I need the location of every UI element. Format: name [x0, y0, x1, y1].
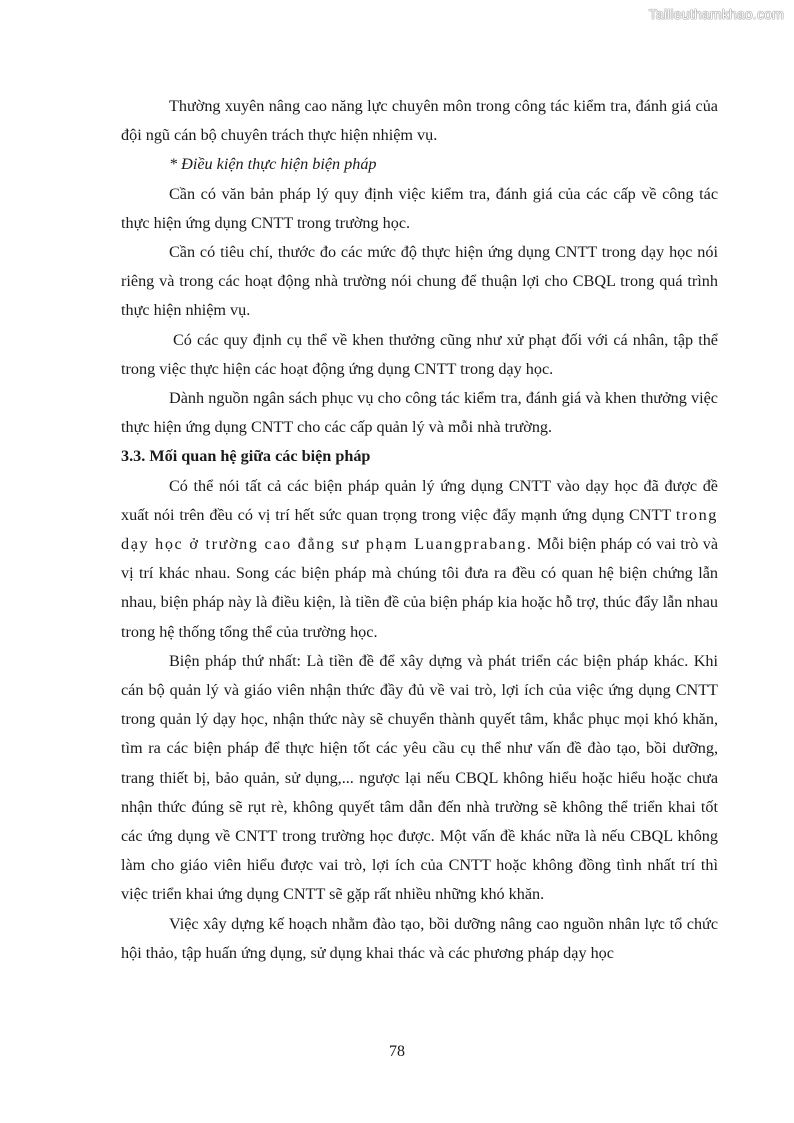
paragraph: Có các quy định cụ thể về khen thưởng cũng như xử phạt đối với cá nhân, tập thể trong việc thực hiện các hoạt động ứng dụng CNTT trong dạy học. — [121, 330, 718, 378]
subheading-conditions: * Điều kiện thực hiện biện pháp — [169, 155, 377, 174]
paragraph: Cần có văn bản pháp lý quy định việc kiểm tra, đánh giá của các cấp về công tác thực hiện ứng dụng CNTT trong trường học. — [121, 184, 718, 232]
paragraph: Việc xây dựng kế hoạch nhằm đào tạo, bồi dưỡng nâng cao nguồn nhân lực tổ chức hội thảo, tập huấn ứng dụng, sử dụng khai thác và các phương pháp dạy học — [121, 914, 718, 962]
paragraph: Dành nguồn ngân sách phục vụ cho công tác kiểm tra, đánh giá và khen thưởng việc thực hiện ứng dụng CNTT cho các cấp quản lý và mỗi nhà trường. — [121, 389, 718, 437]
page-number: 78 — [389, 1043, 405, 1060]
paragraph — [121, 472, 718, 647]
paragraph: Cần có tiêu chí, thước đo các mức độ thực hiện ứng dụng CNTT trong dạy học nói riêng và trong các hoạt động nhà trường nói chung để thuận lợi cho CBQL trong quá trình thực hiện nhiệm vụ. — [121, 243, 718, 320]
paragraph-part-spaced: trong dạy học ở trường cao đẳng sư phạm Luangprabang. — [121, 505, 718, 554]
paragraph-part: Mỗi biện pháp có vai trò và vị trí khác nhau. Song các biện pháp mà chúng tôi đưa ra đều có quan hệ biện chứng lẫn nhau, biện pháp này là điều kiện, là tiền đề của biện pháp kia hoặc hỗ trợ, thúc đẩy lẫn nhau trong hệ thống tổng thể của trường học. — [121, 535, 718, 641]
section-heading: 3.3. Mối quan hệ giữa các biện pháp — [121, 447, 371, 466]
paragraph: Thường xuyên nâng cao năng lực chuyên môn trong công tác kiểm tra, đánh giá của đội ngũ cán bộ chuyên trách thực hiện nhiệm vụ. — [121, 97, 718, 145]
paragraph: Biện pháp thứ nhất: Là tiền đề để xây dựng và phát triển các biện pháp khác. Khi cán bộ quản lý và giáo viên nhận thức đầy đủ về vai trò, lợi ích của việc ứng dụng CNTT trong quản lý dạy học, nhận thức này sẽ chuyển thành quyết tâm, khắc phục mọi khó khăn, tìm ra các biện pháp để thực hiện tốt các yêu cầu cụ thể như vấn đề đào tạo, bồi dưỡng, trang thiết bị, bảo quản, sử dụng,... ngược lại nếu CBQL không hiểu hoặc hiểu hoặc chưa nhận thức đúng sẽ rụt rè, không quyết tâm dẫn đến nhà trường sẽ không thể triển khai tốt các ứng dụng về CNTT trong trường học được. Một vấn đề khác nữa là nếu CBQL không làm cho giáo viên hiểu được vai trò, lợi ích của CNTT hoặc không đồng tình nhất trí thì việc triển khai ứng dụng CNTT sẽ gặp rất nhiều những khó khăn. — [121, 651, 718, 904]
document-body — [121, 92, 718, 968]
paragraph-part: Có thể nói tất cả các biện pháp quản lý ứng dụng CNTT vào dạy học đã được đề xuất nói trên đều có vị trí hết sức quan trọng trong việc đẩy mạnh ứng dụng CNTT — [121, 476, 718, 524]
watermark-text: Tailieuthamkhao.com — [648, 6, 784, 22]
